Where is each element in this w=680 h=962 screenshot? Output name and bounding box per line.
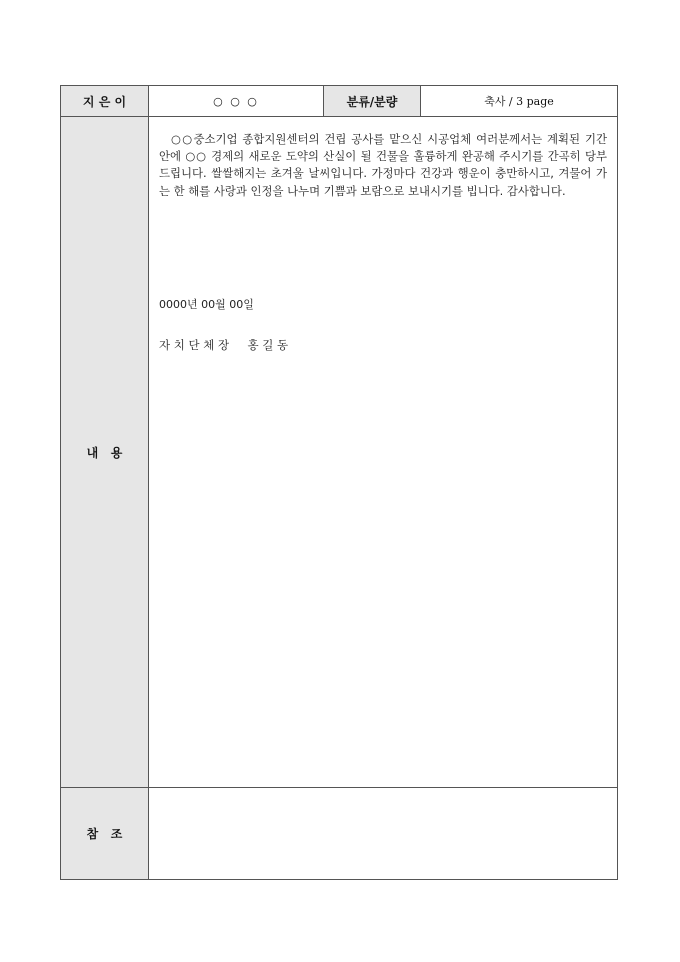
content-date: 0000년 00월 00일	[159, 298, 254, 311]
reference-value	[149, 788, 617, 879]
document-form	[60, 85, 618, 880]
header-bottom-rule	[61, 116, 617, 117]
author-value: ○ ○ ○	[213, 94, 259, 108]
category-value: 축사 / 3 page	[484, 95, 554, 108]
category-label: 분류/분량	[324, 86, 420, 116]
content-paragraph: ○○중소기업 종합지원센터의 건립 공사를 맡으신 시공업체 여러분께서는 계획된 기간 안에 ○○ 경제의 새로운 도약의 산실이 될 건물을 훌륭하게 완공해 주시기를 간곡히 당부 드립니다. 쌀쌀해지는 초겨울 날씨입니다. 가정마다 건강과 행운이 충만하시고, 겨물어 가는 한 해를 사랑과 인정을 나누며 기쁨과 보람으로 보내시기를 빕니다. 감사합니다.	[159, 132, 607, 198]
label-column-rule	[148, 86, 149, 879]
content-label: 내 용	[61, 117, 148, 787]
content-signature: 자 치 단 체 장 홍 길 동	[159, 338, 289, 352]
category-label-left-rule	[323, 86, 324, 116]
reference-label: 참 조	[61, 788, 148, 879]
author-label: 지 은 이	[61, 86, 148, 116]
content-bottom-rule	[61, 787, 617, 788]
category-label-right-rule	[420, 86, 421, 116]
